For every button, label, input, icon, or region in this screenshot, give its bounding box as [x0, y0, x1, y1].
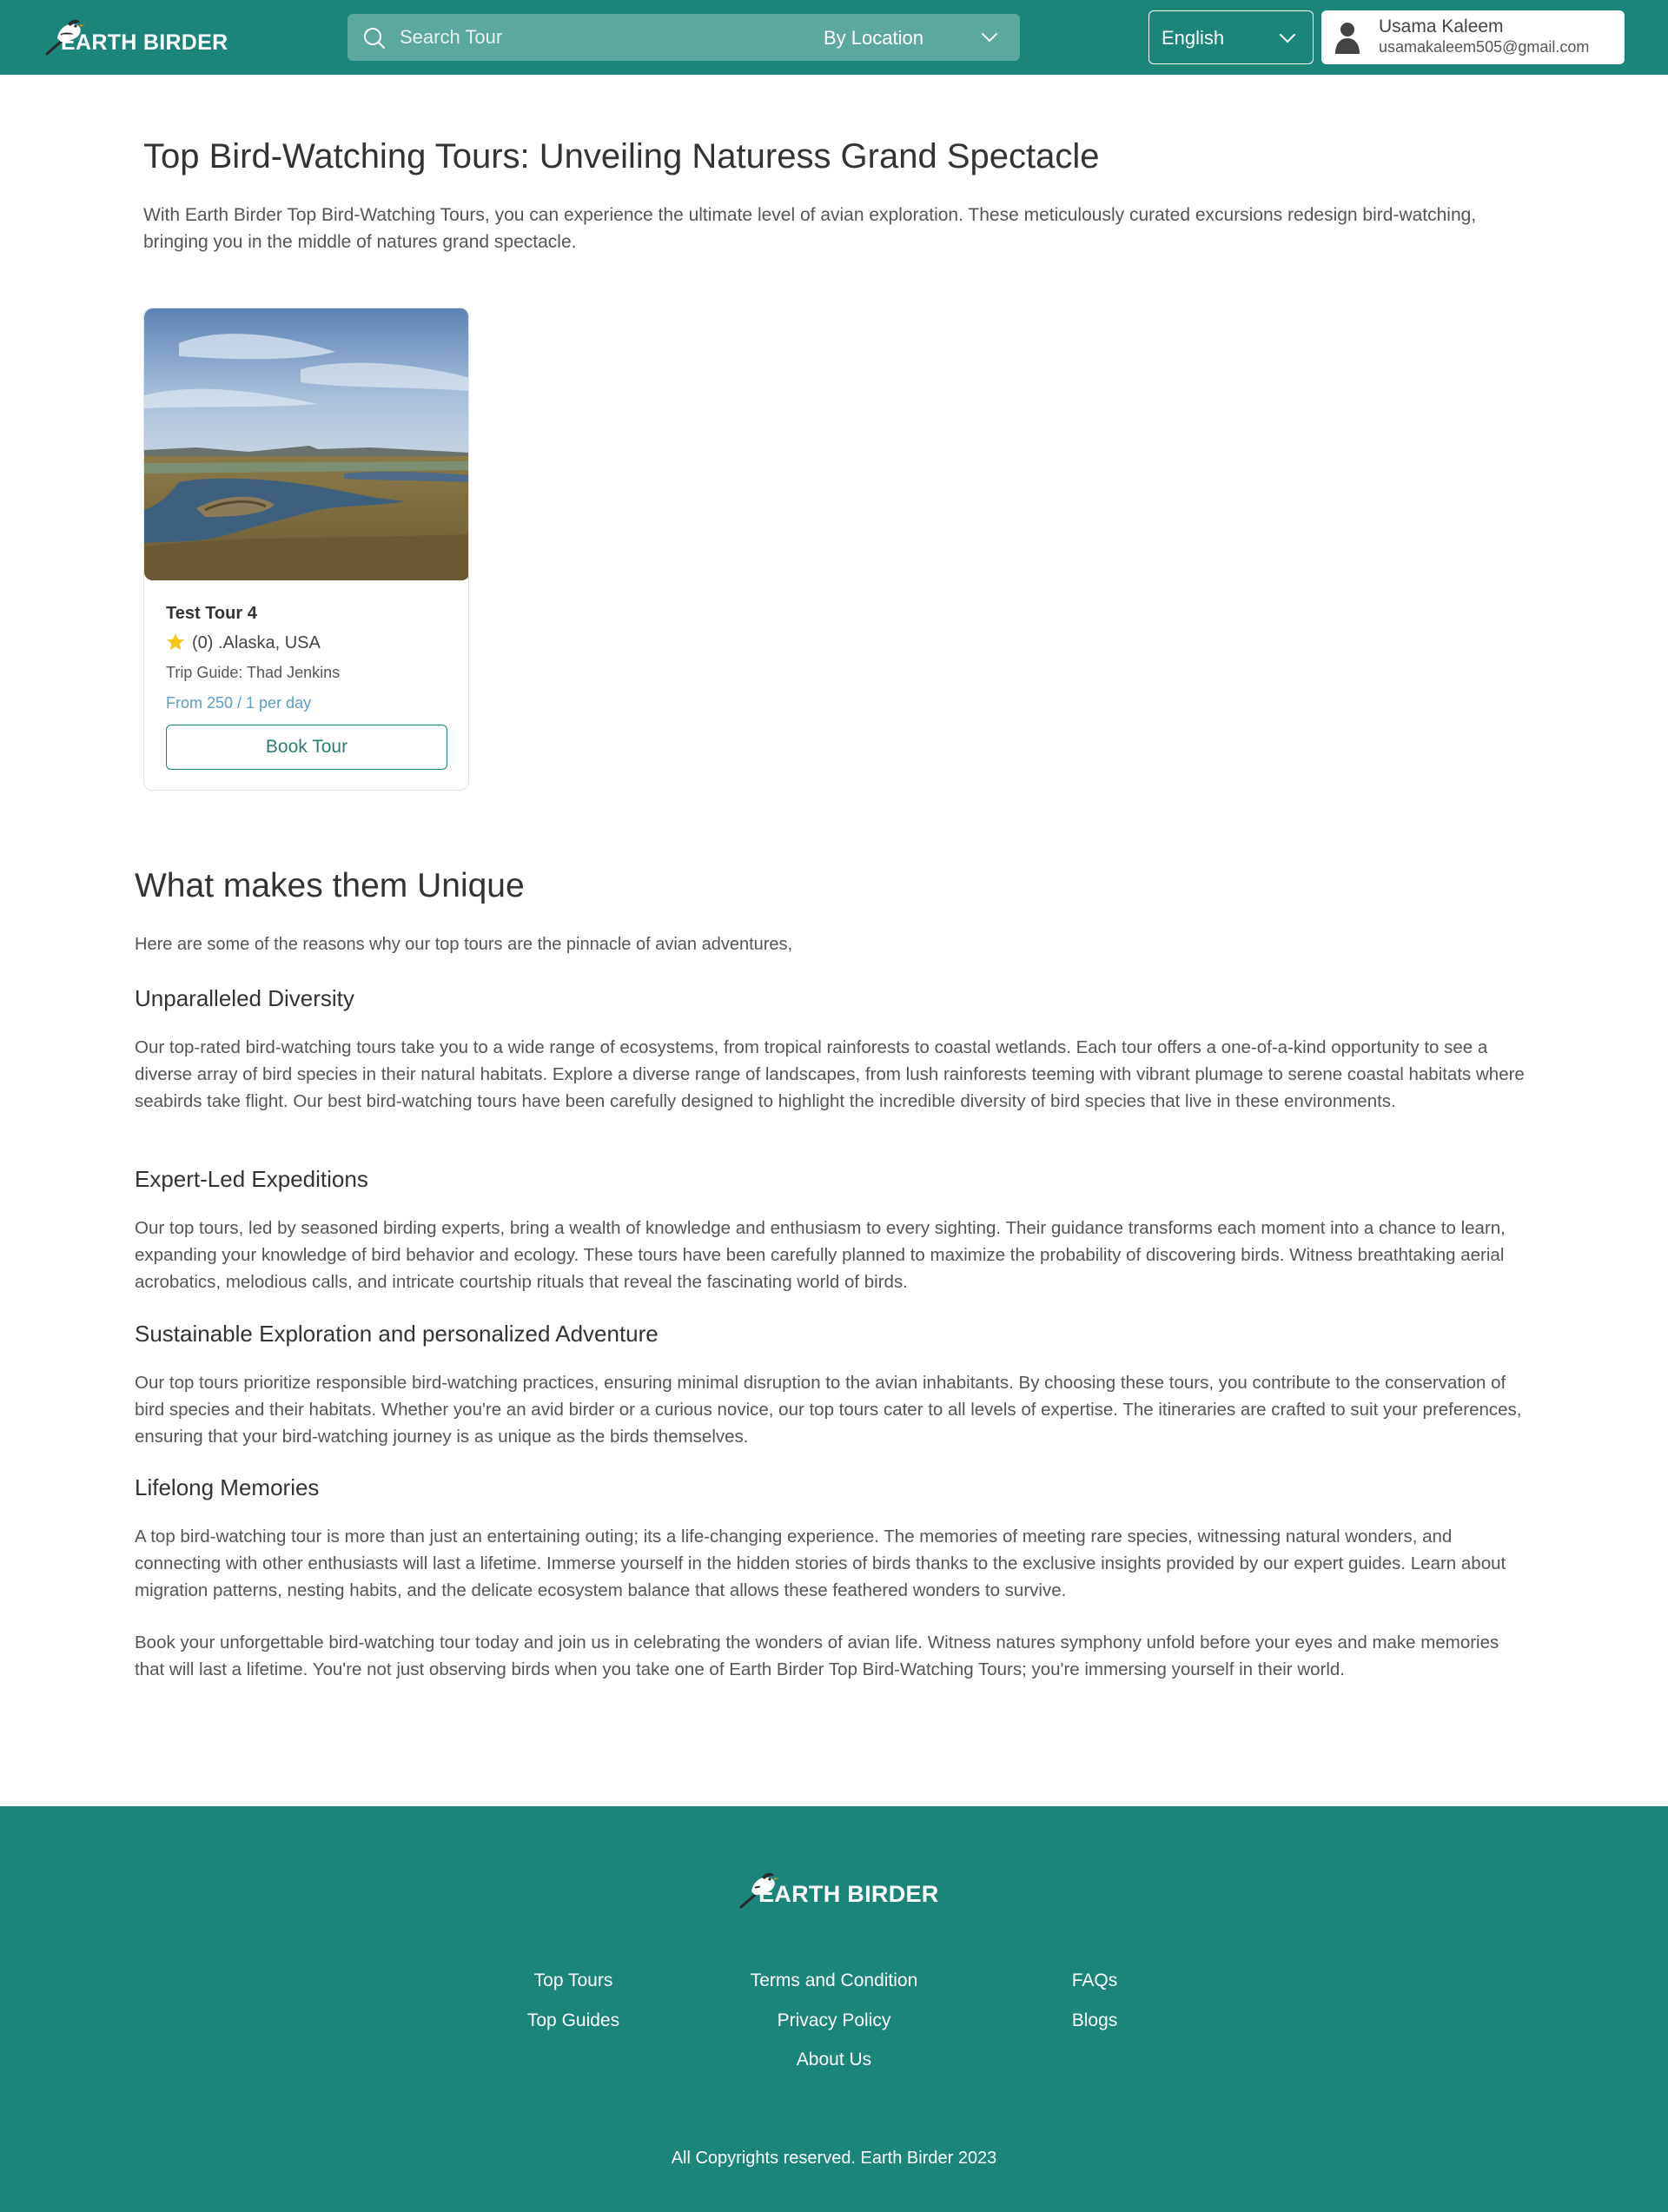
subsection-title: Expert-Led Expeditions [135, 1166, 368, 1192]
search-input[interactable] [400, 14, 764, 61]
footer-link-faqs[interactable]: FAQs [1071, 1970, 1118, 1990]
subsection-body: Our top-rated bird-watching tours take you to a wide range of ecosystems, from tropical rainforests to coastal wetlands. Each tour offers a one-of-a-kind opportunity to see a diverse array of bird species in their natural habitats. Explore a diverse range of landscapes, from lush rainforests teeming with vibrant plumage to serene coastal habitats where seabirds take flight. Our best bird-watching tours have been carefully designed to highlight the incredible diversity of bird species that live in these environments. [135, 1037, 1525, 1111]
subsection-body: Our top tours prioritize responsible bird-watching practices, ensuring minimal disruption to the avian inhabitants. By choosing these tours, you contribute to the conservation of bird species and their habitats. Whether you're an avid birder or a curious novice, our top tours cater to all levels of expertise. The itineraries are crafted to suit your preferences, ensuring that your bird-watching journey is as unique as the birds themselves. [135, 1373, 1522, 1447]
page-intro: With Earth Birder Top Bird-Watching Tours, you can experience the ultimate level of avian exploration. These meticulously curated excursions redesign bird-watching, bringing you in the middle of natures grand spectacle. [143, 205, 1477, 252]
footer-link-terms[interactable]: Terms and Condition [750, 1970, 918, 1990]
tour-photo [144, 308, 469, 580]
subsection-title: Unparalleled Diversity [135, 985, 354, 1011]
footer [0, 1806, 1668, 2212]
user-email: usamakaleem505@gmail.com [1379, 38, 1590, 56]
language-label: English [1162, 27, 1225, 49]
footer-link-about[interactable]: About Us [796, 2050, 872, 2070]
logo-text: EARTH BIRDER [61, 30, 228, 55]
chevron-down-icon [1278, 30, 1297, 47]
logo[interactable] [42, 16, 228, 59]
language-select[interactable] [1148, 10, 1314, 64]
subsection-title: Lifelong Memories [135, 1474, 320, 1500]
subsection-body: A top bird-watching tour is more than just an entertaining outing; its a life-changing experience. The memories of meeting rare species, witnessing natural wonders, and connecting with other enthusiasts will last a lifetime. Immerse yourself in the hidden stories of birds thanks to the exclusive insights provided by our expert guides. Learn about migration patterns, nesting habits, and the delicate ecosystem balance that allows these feathered wonders to survive. [135, 1527, 1506, 1600]
user-menu[interactable] [1321, 10, 1625, 64]
footer-link-privacy[interactable]: Privacy Policy [777, 2010, 891, 2030]
page-title: Top Bird-Watching Tours: Unveiling Naturess Grand Spectacle [143, 137, 1100, 176]
location-select-label: By Location [824, 27, 923, 49]
footer-link-top-guides[interactable]: Top Guides [526, 2010, 620, 2030]
search-icon [363, 27, 386, 50]
user-icon [1334, 21, 1361, 54]
tour-price: From 250 / 1 per day [166, 694, 312, 712]
closing-paragraph: Book your unforgettable bird-watching tour today and join us in celebrating the wonders of avian life. Witness natures symphony unfold before your eyes and make memories that will last a lifetime. You're not just observing birds when you take one of Earth Birder Top Bird-Watching Tours; you're immersing yourself in their world. [135, 1633, 1499, 1679]
star-icon [166, 632, 185, 652]
section-lead: Here are some of the reasons why our top tours are the pinnacle of avian adventures, [135, 935, 793, 954]
search-bar [348, 14, 1020, 61]
tour-card[interactable] [143, 308, 469, 791]
footer-link-top-tours[interactable]: Top Tours [533, 1970, 613, 1990]
footer-logo-text: EARTH BIRDER [758, 1881, 939, 1907]
section-heading: What makes them Unique [135, 867, 525, 904]
user-name: Usama Kaleem [1379, 17, 1504, 36]
footer-logo[interactable] [736, 1869, 939, 1912]
subsection-body: Our top tours, led by seasoned birding experts, bring a wealth of knowledge and enthusiasm to every sighting. Their guidance transforms each moment into a chance to learn, expanding your knowledge of bird behavior and ecology. These tours have been carefully planned to maximize the probability of discovering birds. Witness breathtaking aerial acrobatics, melodious calls, and intricate courtship rituals that reveal the fascinating world of birds. [135, 1218, 1506, 1292]
chevron-down-icon [980, 29, 999, 46]
tour-image[interactable] [144, 308, 469, 580]
tour-rating-location: (0) .Alaska, USA [192, 633, 321, 652]
top-navbar [0, 0, 1668, 75]
book-tour-button[interactable]: Book Tour [166, 725, 447, 770]
copyright: All Copyrights reserved. Earth Birder 2023 [671, 2149, 997, 2168]
tour-title[interactable]: Test Tour 4 [166, 604, 257, 623]
tour-guide: Trip Guide: Thad Jenkins [166, 664, 341, 681]
location-select[interactable] [824, 14, 1020, 61]
subsection-title: Sustainable Exploration and personalized Adventure [135, 1321, 659, 1347]
footer-link-blogs[interactable]: Blogs [1071, 2010, 1118, 2030]
